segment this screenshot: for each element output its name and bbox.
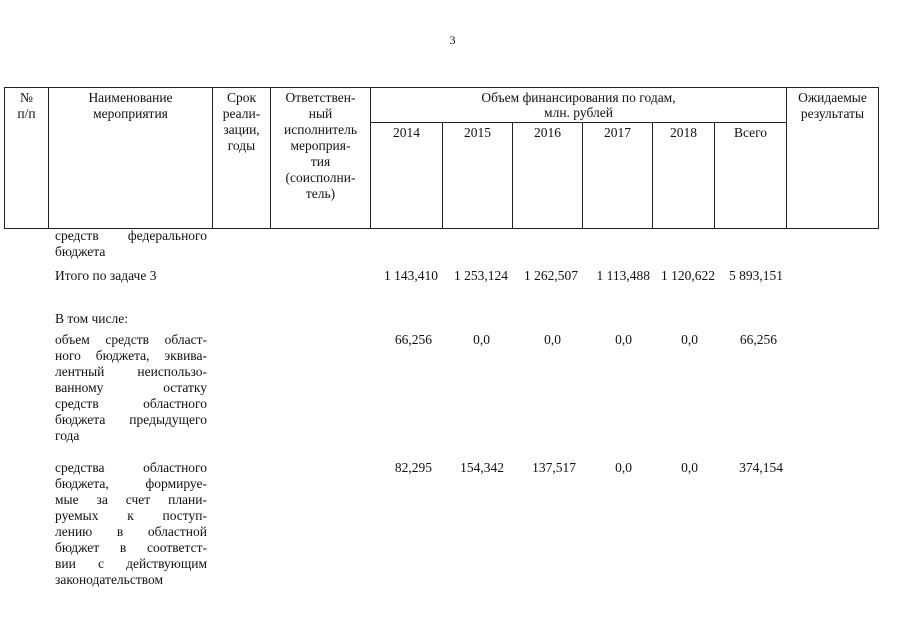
header-name: Наименование мероприятия <box>49 88 213 229</box>
row2-total: 374,154 <box>739 460 783 475</box>
total-2015: 1 253,124 <box>454 268 508 283</box>
total-all: 5 893,151 <box>729 268 783 283</box>
text-line: бюджета, формируе- <box>55 476 207 491</box>
total-2018: 1 120,622 <box>661 268 715 283</box>
header-year-2017: 2017 <box>583 123 653 229</box>
text-line: лению в областной <box>55 524 207 539</box>
row1-2016: 0,0 <box>544 332 561 347</box>
text-line: бюджет в соответст- <box>55 540 207 555</box>
row2-2014: 82,295 <box>394 460 432 475</box>
text-line: руемых к поступ- <box>55 508 207 523</box>
table-header <box>4 87 879 229</box>
row1-description <box>55 332 207 444</box>
total-label: Итого по задаче 3 <box>55 268 157 283</box>
text-line: ного бюджета, эквива- <box>55 348 207 363</box>
text-line: средств областного <box>55 396 207 411</box>
header-year-2014: 2014 <box>371 123 443 229</box>
text-line: ванному остатку <box>55 380 207 395</box>
header-year-2018: 2018 <box>653 123 715 229</box>
header-responsible: Ответствен- ный исполнитель мероприя- тия (соисполни- тель) <box>271 88 371 229</box>
row2-2017: 0,0 <box>615 460 632 475</box>
total-2014: 1 143,410 <box>384 268 438 283</box>
header-year-2016: 2016 <box>513 123 583 229</box>
total-2016: 1 262,507 <box>524 268 578 283</box>
text-line: года <box>55 428 80 443</box>
header-total: Всего <box>715 123 787 229</box>
page-number: 3 <box>449 33 456 47</box>
row2-2018: 0,0 <box>681 460 698 475</box>
text-line: средства областного <box>55 460 207 475</box>
row2-description <box>55 460 207 588</box>
header-number: № п/п <box>5 88 49 229</box>
text-line: вии с действующим <box>55 556 207 571</box>
header-results: Ожидаемые результаты <box>787 88 879 229</box>
header-year-2015: 2015 <box>443 123 513 229</box>
text-line: законодательством <box>55 572 164 587</box>
text-line: лентный неиспользо- <box>55 364 207 379</box>
row1-total: 66,256 <box>739 332 777 347</box>
text-line: объем средств област- <box>55 332 207 347</box>
row2-2015: 154,342 <box>460 460 504 475</box>
row2-2016: 137,517 <box>532 460 576 475</box>
row1-2015: 0,0 <box>473 332 490 347</box>
text-line: средств федерального <box>55 228 207 243</box>
row1-2018: 0,0 <box>681 332 698 347</box>
including-label: В том числе: <box>55 311 128 326</box>
row1-2017: 0,0 <box>615 332 632 347</box>
row1-2014: 66,256 <box>394 332 432 347</box>
header-term: Срок реали- зации, годы <box>213 88 271 229</box>
text-line: мые за счет плани- <box>55 492 207 507</box>
continuation-text <box>55 228 207 260</box>
total-2017: 1 113,488 <box>596 268 650 283</box>
header-funding: Объем финансирования по годам, млн. рублей <box>371 88 787 123</box>
text-line: бюджета <box>55 244 106 259</box>
text-line: бюджета предыдущего <box>55 412 207 427</box>
